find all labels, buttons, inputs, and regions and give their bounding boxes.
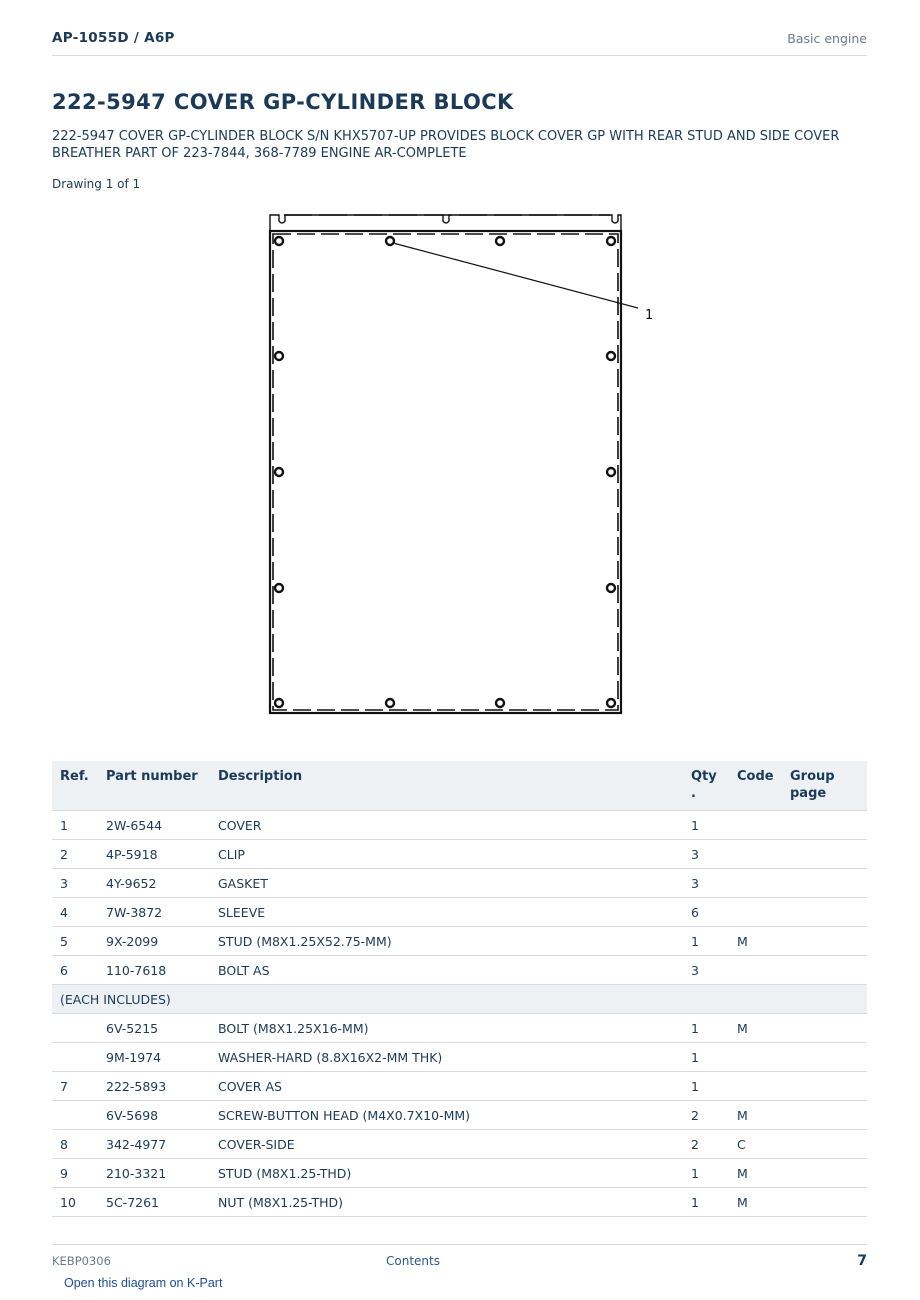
drawing-label: Drawing 1 of 1 bbox=[52, 177, 141, 191]
cell-description: WASHER-HARD (8.8X16X2-MM THK) bbox=[210, 1043, 683, 1072]
cell-description: SCREW-BUTTON HEAD (M4X0.7X10-MM) bbox=[210, 1101, 683, 1130]
bolt-hole bbox=[607, 352, 615, 360]
bolt-hole bbox=[607, 237, 615, 245]
table-row bbox=[52, 1188, 867, 1217]
header-part-number: Part number bbox=[98, 761, 210, 811]
cell-code: M bbox=[729, 927, 782, 956]
cell-group-page bbox=[782, 1159, 867, 1188]
document-id: KEBP0306 bbox=[52, 1254, 111, 1268]
cell-part-number: 5C-7261 bbox=[98, 1188, 210, 1217]
cell-qty: 1 bbox=[683, 1159, 729, 1188]
cell-group-page bbox=[782, 811, 867, 840]
cell-description: SLEEVE bbox=[210, 898, 683, 927]
cell-qty: 3 bbox=[683, 840, 729, 869]
bolt-hole bbox=[275, 584, 283, 592]
cell-code: M bbox=[729, 1014, 782, 1043]
cell-part-number: 110-7618 bbox=[98, 956, 210, 985]
cell-ref bbox=[52, 1014, 98, 1043]
cell-part-number: 6V-5215 bbox=[98, 1014, 210, 1043]
parts-table bbox=[52, 761, 867, 1217]
cell-description: CLIP bbox=[210, 840, 683, 869]
cell-group-page bbox=[782, 927, 867, 956]
bolt-hole bbox=[607, 584, 615, 592]
cell-group-page bbox=[782, 1130, 867, 1159]
cell-part-number: 2W-6544 bbox=[98, 811, 210, 840]
table-header-row bbox=[52, 761, 867, 811]
cell-description: BOLT (M8X1.25X16-MM) bbox=[210, 1014, 683, 1043]
table-row bbox=[52, 811, 867, 840]
cell-ref: 7 bbox=[52, 1072, 98, 1101]
cell-qty: 6 bbox=[683, 898, 729, 927]
cell-ref: 9 bbox=[52, 1159, 98, 1188]
page-title: 222-5947 COVER GP-CYLINDER BLOCK bbox=[52, 90, 514, 114]
table-row bbox=[52, 956, 867, 985]
cell-group-page bbox=[782, 869, 867, 898]
cell-part-number: 342-4977 bbox=[98, 1130, 210, 1159]
page-number: 7 bbox=[857, 1253, 867, 1269]
cell-group-page bbox=[782, 898, 867, 927]
table-row bbox=[52, 1159, 867, 1188]
cell-description: COVER bbox=[210, 811, 683, 840]
callout-leader bbox=[393, 243, 638, 308]
table-row bbox=[52, 869, 867, 898]
cell-part-number: 6V-5698 bbox=[98, 1101, 210, 1130]
table-row bbox=[52, 1101, 867, 1130]
cell-group-page bbox=[782, 1072, 867, 1101]
section-label: Basic engine bbox=[787, 31, 867, 46]
bolt-hole bbox=[275, 468, 283, 476]
cover-outline bbox=[270, 231, 621, 713]
cell-part-number: 4P-5918 bbox=[98, 840, 210, 869]
cell-part-number: 210-3321 bbox=[98, 1159, 210, 1188]
cell-group-page bbox=[782, 1014, 867, 1043]
cell-qty: 1 bbox=[683, 1043, 729, 1072]
bolt-hole bbox=[496, 237, 504, 245]
cell-qty: 2 bbox=[683, 1101, 729, 1130]
table-row bbox=[52, 840, 867, 869]
cell-description: GASKET bbox=[210, 869, 683, 898]
cell-part-number: 9X-2099 bbox=[98, 927, 210, 956]
table-note-row bbox=[52, 985, 867, 1014]
cell-qty: 1 bbox=[683, 927, 729, 956]
cover-dashed-edge bbox=[273, 234, 618, 710]
cell-ref: 6 bbox=[52, 956, 98, 985]
cell-group-page bbox=[782, 840, 867, 869]
bolt-hole bbox=[496, 699, 504, 707]
cell-ref bbox=[52, 1101, 98, 1130]
table-row bbox=[52, 898, 867, 927]
cell-qty: 3 bbox=[683, 956, 729, 985]
page-header bbox=[52, 28, 867, 56]
cell-code bbox=[729, 956, 782, 985]
cell-qty: 1 bbox=[683, 811, 729, 840]
bolt-hole bbox=[275, 352, 283, 360]
cell-group-page bbox=[782, 956, 867, 985]
cell-group-page bbox=[782, 1101, 867, 1130]
flange-outline bbox=[270, 215, 621, 231]
cell-qty: 1 bbox=[683, 1072, 729, 1101]
cell-ref: 10 bbox=[52, 1188, 98, 1217]
cell-ref: 5 bbox=[52, 927, 98, 956]
table-row bbox=[52, 1014, 867, 1043]
cell-ref bbox=[52, 1043, 98, 1072]
table-row bbox=[52, 1130, 867, 1159]
header-description: Description bbox=[210, 761, 683, 811]
table-row bbox=[52, 927, 867, 956]
cell-code bbox=[729, 1072, 782, 1101]
table-row bbox=[52, 1043, 867, 1072]
cell-group-page bbox=[782, 1043, 867, 1072]
cell-ref: 4 bbox=[52, 898, 98, 927]
kpart-link[interactable]: Open this diagram on K-Part bbox=[64, 1276, 223, 1290]
cell-code: M bbox=[729, 1101, 782, 1130]
parts-table-body bbox=[52, 811, 867, 1217]
cell-qty: 1 bbox=[683, 1014, 729, 1043]
bolt-hole bbox=[386, 237, 394, 245]
cell-code: C bbox=[729, 1130, 782, 1159]
cell-code bbox=[729, 869, 782, 898]
cell-code bbox=[729, 840, 782, 869]
cell-code: M bbox=[729, 1188, 782, 1217]
bolt-hole bbox=[386, 699, 394, 707]
cell-description: BOLT AS bbox=[210, 956, 683, 985]
cell-description: STUD (M8X1.25-THD) bbox=[210, 1159, 683, 1188]
cell-ref: 3 bbox=[52, 869, 98, 898]
header-code: Code bbox=[729, 761, 782, 811]
cell-ref: 1 bbox=[52, 811, 98, 840]
cell-code bbox=[729, 898, 782, 927]
bolt-hole bbox=[607, 699, 615, 707]
cell-code: M bbox=[729, 1159, 782, 1188]
model-label: AP-1055D / A6P bbox=[52, 30, 175, 46]
cell-note: (EACH INCLUDES) bbox=[52, 985, 867, 1014]
cell-part-number: 4Y-9652 bbox=[98, 869, 210, 898]
cell-description: NUT (M8X1.25-THD) bbox=[210, 1188, 683, 1217]
cell-ref: 2 bbox=[52, 840, 98, 869]
cell-part-number: 222-5893 bbox=[98, 1072, 210, 1101]
bolt-hole bbox=[607, 468, 615, 476]
cell-code bbox=[729, 1043, 782, 1072]
cell-description: STUD (M8X1.25X52.75-MM) bbox=[210, 927, 683, 956]
header-ref: Ref. bbox=[52, 761, 98, 811]
cell-description: COVER-SIDE bbox=[210, 1130, 683, 1159]
cell-group-page bbox=[782, 1188, 867, 1217]
cell-qty: 3 bbox=[683, 869, 729, 898]
cell-code bbox=[729, 811, 782, 840]
cover-diagram bbox=[260, 205, 660, 725]
callout-label: 1 bbox=[645, 308, 654, 323]
table-row bbox=[52, 1072, 867, 1101]
cell-description: COVER AS bbox=[210, 1072, 683, 1101]
cell-qty: 2 bbox=[683, 1130, 729, 1159]
cell-part-number: 7W-3872 bbox=[98, 898, 210, 927]
bolt-hole bbox=[275, 699, 283, 707]
cell-qty: 1 bbox=[683, 1188, 729, 1217]
cell-ref: 8 bbox=[52, 1130, 98, 1159]
bolt-hole bbox=[275, 237, 283, 245]
group-description: 222-5947 COVER GP-CYLINDER BLOCK S/N KHX5707-UP PROVIDES BLOCK COVER GP WITH REAR STUD AND SIDE COVER BREATHER PART OF 223-7844, 368-7789 ENGINE AR-COMPLETE bbox=[52, 129, 840, 161]
header-group-page: Group page bbox=[782, 761, 867, 811]
contents-link[interactable]: Contents bbox=[386, 1254, 440, 1268]
header-qty: Qty . bbox=[683, 761, 729, 811]
cell-part-number: 9M-1974 bbox=[98, 1043, 210, 1072]
